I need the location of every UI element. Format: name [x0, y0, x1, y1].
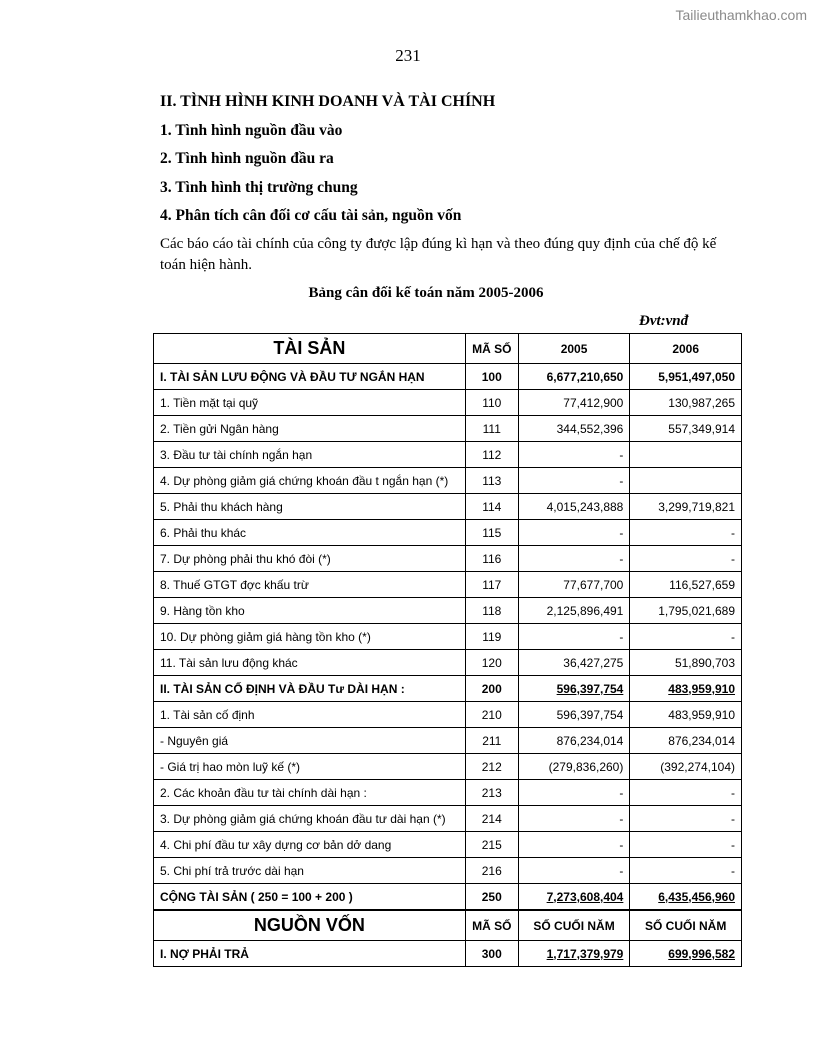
capital-header-row	[154, 910, 742, 941]
row-value-2005	[518, 941, 630, 967]
row-label: II. TÀI SẢN CỐ ĐỊNH VÀ ĐẦU Tư DÀI HẠN :	[154, 676, 466, 702]
table-row	[154, 416, 742, 442]
table-row	[154, 728, 742, 754]
row-value-2006: 483,959,910	[630, 702, 742, 728]
row-label: 9. Hàng tồn kho	[154, 598, 466, 624]
row-label: 6. Phải thu khác	[154, 520, 466, 546]
row-value-2005: -	[518, 624, 630, 650]
assets-header-row	[154, 334, 742, 364]
row-value-2005: 876,234,014	[518, 728, 630, 754]
row-value-2005: 36,427,275	[518, 650, 630, 676]
year-2006-header: 2006	[630, 334, 742, 364]
row-code: 117	[465, 572, 518, 598]
row-value-2006: (392,274,104)	[630, 754, 742, 780]
row-value-2006: -	[630, 832, 742, 858]
table-row	[154, 546, 742, 572]
row-value-2005: 4,015,243,888	[518, 494, 630, 520]
table-row	[154, 676, 742, 702]
row-value-2006: -	[630, 546, 742, 572]
table-row	[154, 494, 742, 520]
row-code: 111	[465, 416, 518, 442]
row-label: 1. Tài sản cố định	[154, 702, 466, 728]
row-label: I. TÀI SẢN LƯU ĐỘNG VÀ ĐẦU TƯ NGẮN HẠN	[154, 364, 466, 390]
row-value-2005: -	[518, 806, 630, 832]
row-value-2006: 51,890,703	[630, 650, 742, 676]
row-value-2006: 5,951,497,050	[630, 364, 742, 390]
table-caption: Bảng cân đối kế toán năm 2005-2006	[308, 285, 544, 301]
row-label: CỘNG TÀI SẢN ( 250 = 100 + 200 )	[154, 884, 466, 911]
row-value-2005-text: 596,397,754	[556, 681, 624, 696]
table-row	[154, 832, 742, 858]
row-label: 10. Dự phòng giảm giá hàng tồn kho (*)	[154, 624, 466, 650]
row-label: 7. Dự phòng phải thu khó đòi (*)	[154, 546, 466, 572]
row-label: 5. Chi phí trả trước dài hạn	[154, 858, 466, 884]
row-value-2006-text: 483,959,910	[668, 681, 735, 696]
table-row	[154, 572, 742, 598]
row-label: 2. Tiền gửi Ngân hàng	[154, 416, 466, 442]
year-2005-header: 2005	[518, 334, 630, 364]
row-code: 213	[465, 780, 518, 806]
row-value-2006	[630, 941, 742, 967]
row-value-2006: 116,527,659	[630, 572, 742, 598]
row-value-2006: -	[630, 520, 742, 546]
row-label: 3. Dự phòng giảm giá chứng khoán đầu tư dài hạn (*)	[154, 806, 466, 832]
row-value-2006: -	[630, 624, 742, 650]
row-code: 214	[465, 806, 518, 832]
page-number: 231	[395, 46, 421, 65]
row-code: 100	[465, 364, 518, 390]
balance-sheet-table	[153, 333, 742, 967]
row-value-2006: 130,987,265	[630, 390, 742, 416]
liabilities-row	[154, 941, 742, 967]
row-label: 2. Các khoản đầu tư tài chính dài hạn :	[154, 780, 466, 806]
table-row	[154, 520, 742, 546]
row-code: 113	[465, 468, 518, 494]
subheading-inputs: 1. Tình hình nguồn đầu vào	[160, 122, 343, 139]
row-label: 4. Dự phòng giảm giá chứng khoán đầu t ngắn hạn (*)	[154, 468, 466, 494]
row-code: 212	[465, 754, 518, 780]
table-row	[154, 442, 742, 468]
row-code: 114	[465, 494, 518, 520]
row-code: 216	[465, 858, 518, 884]
row-code: 200	[465, 676, 518, 702]
subheading-market: 3. Tình hình thị trường chung	[160, 179, 358, 196]
row-label: 11. Tài sản lưu động khác	[154, 650, 466, 676]
row-value-2006: -	[630, 858, 742, 884]
row-value-2006-text: 699,996,582	[668, 946, 735, 961]
row-label: 3. Đầu tư tài chính ngắn hạn	[154, 442, 466, 468]
subheading-outputs: 2. Tình hình nguồn đầu ra	[160, 150, 334, 167]
row-value-2005-text: 1,717,379,979	[546, 946, 624, 961]
row-value-2006	[630, 884, 742, 911]
row-value-2005: -	[518, 442, 630, 468]
row-value-2005: 77,677,700	[518, 572, 630, 598]
row-value-2006	[630, 676, 742, 702]
row-value-2005: 6,677,210,650	[518, 364, 630, 390]
row-code: 210	[465, 702, 518, 728]
row-code: 110	[465, 390, 518, 416]
row-value-2005: 77,412,900	[518, 390, 630, 416]
row-value-2005: (279,836,260)	[518, 754, 630, 780]
row-label: 1. Tiền mặt tại quỹ	[154, 390, 466, 416]
row-value-2005: -	[518, 546, 630, 572]
table-row	[154, 390, 742, 416]
row-code: 116	[465, 546, 518, 572]
row-value-2006: 1,795,021,689	[630, 598, 742, 624]
row-value-2006: 3,299,719,821	[630, 494, 742, 520]
table-row	[154, 858, 742, 884]
row-value-2006: -	[630, 780, 742, 806]
row-code: 115	[465, 520, 518, 546]
intro-paragraph: Các báo cáo tài chính của công ty được lập đúng kì hạn và theo đúng quy định của chế độ kế toán hiện hành.	[160, 236, 717, 273]
row-code: 118	[465, 598, 518, 624]
row-value-2006-text: 6,435,456,960	[658, 889, 735, 904]
row-value-2005: 2,125,896,491	[518, 598, 630, 624]
table-row	[154, 598, 742, 624]
row-value-2005	[518, 676, 630, 702]
table-row	[154, 624, 742, 650]
row-value-2005: -	[518, 520, 630, 546]
row-code: 300	[465, 941, 518, 967]
row-value-2005: -	[518, 858, 630, 884]
row-value-2005: -	[518, 832, 630, 858]
row-code: 120	[465, 650, 518, 676]
row-code: 215	[465, 832, 518, 858]
row-code: 211	[465, 728, 518, 754]
year-end-header: SỐ CUỐI NĂM	[518, 910, 630, 941]
table-row	[154, 468, 742, 494]
code-header: MÃ SỐ	[465, 910, 518, 941]
section-heading: II. TÌNH HÌNH KINH DOANH VÀ TÀI CHÍNH	[160, 93, 496, 110]
total-assets-row	[154, 884, 742, 911]
assets-title: TÀI SẢN	[154, 334, 466, 364]
row-value-2006: 557,349,914	[630, 416, 742, 442]
table-row	[154, 364, 742, 390]
row-value-2005: -	[518, 468, 630, 494]
row-code: 112	[465, 442, 518, 468]
row-value-2005: -	[518, 780, 630, 806]
table-row	[154, 754, 742, 780]
row-value-2005: 596,397,754	[518, 702, 630, 728]
row-value-2006	[630, 468, 742, 494]
row-label: 4. Chi phí đầu tư xây dựng cơ bản dở dang	[154, 832, 466, 858]
row-value-2006: -	[630, 806, 742, 832]
row-label: - Giá trị hao mòn luỹ kế (*)	[154, 754, 466, 780]
row-value-2005-text: 7,273,608,404	[546, 889, 624, 904]
row-value-2005: 344,552,396	[518, 416, 630, 442]
row-value-2005	[518, 884, 630, 911]
table-row	[154, 806, 742, 832]
row-label: 5. Phải thu khách hàng	[154, 494, 466, 520]
subheading-balance-analysis: 4. Phân tích cân đối cơ cấu tài sản, nguồn vốn	[160, 207, 462, 224]
row-code: 119	[465, 624, 518, 650]
row-label: I. NỢ PHẢI TRẢ	[154, 941, 466, 967]
row-label: 8. Thuế GTGT đợc khấu trừ	[154, 572, 466, 598]
currency-unit: Đvt:vnđ	[639, 313, 689, 329]
row-code: 250	[465, 884, 518, 911]
code-header: MÃ SỐ	[465, 334, 518, 364]
watermark: Tailieuthamkhao.com	[675, 7, 807, 23]
row-value-2006: 876,234,014	[630, 728, 742, 754]
table-row	[154, 650, 742, 676]
table-row	[154, 702, 742, 728]
table-row	[154, 780, 742, 806]
row-value-2006	[630, 442, 742, 468]
capital-title: NGUỒN VỐN	[154, 910, 466, 941]
row-label: - Nguyên giá	[154, 728, 466, 754]
year-end-header: SỐ CUỐI NĂM	[630, 910, 742, 941]
